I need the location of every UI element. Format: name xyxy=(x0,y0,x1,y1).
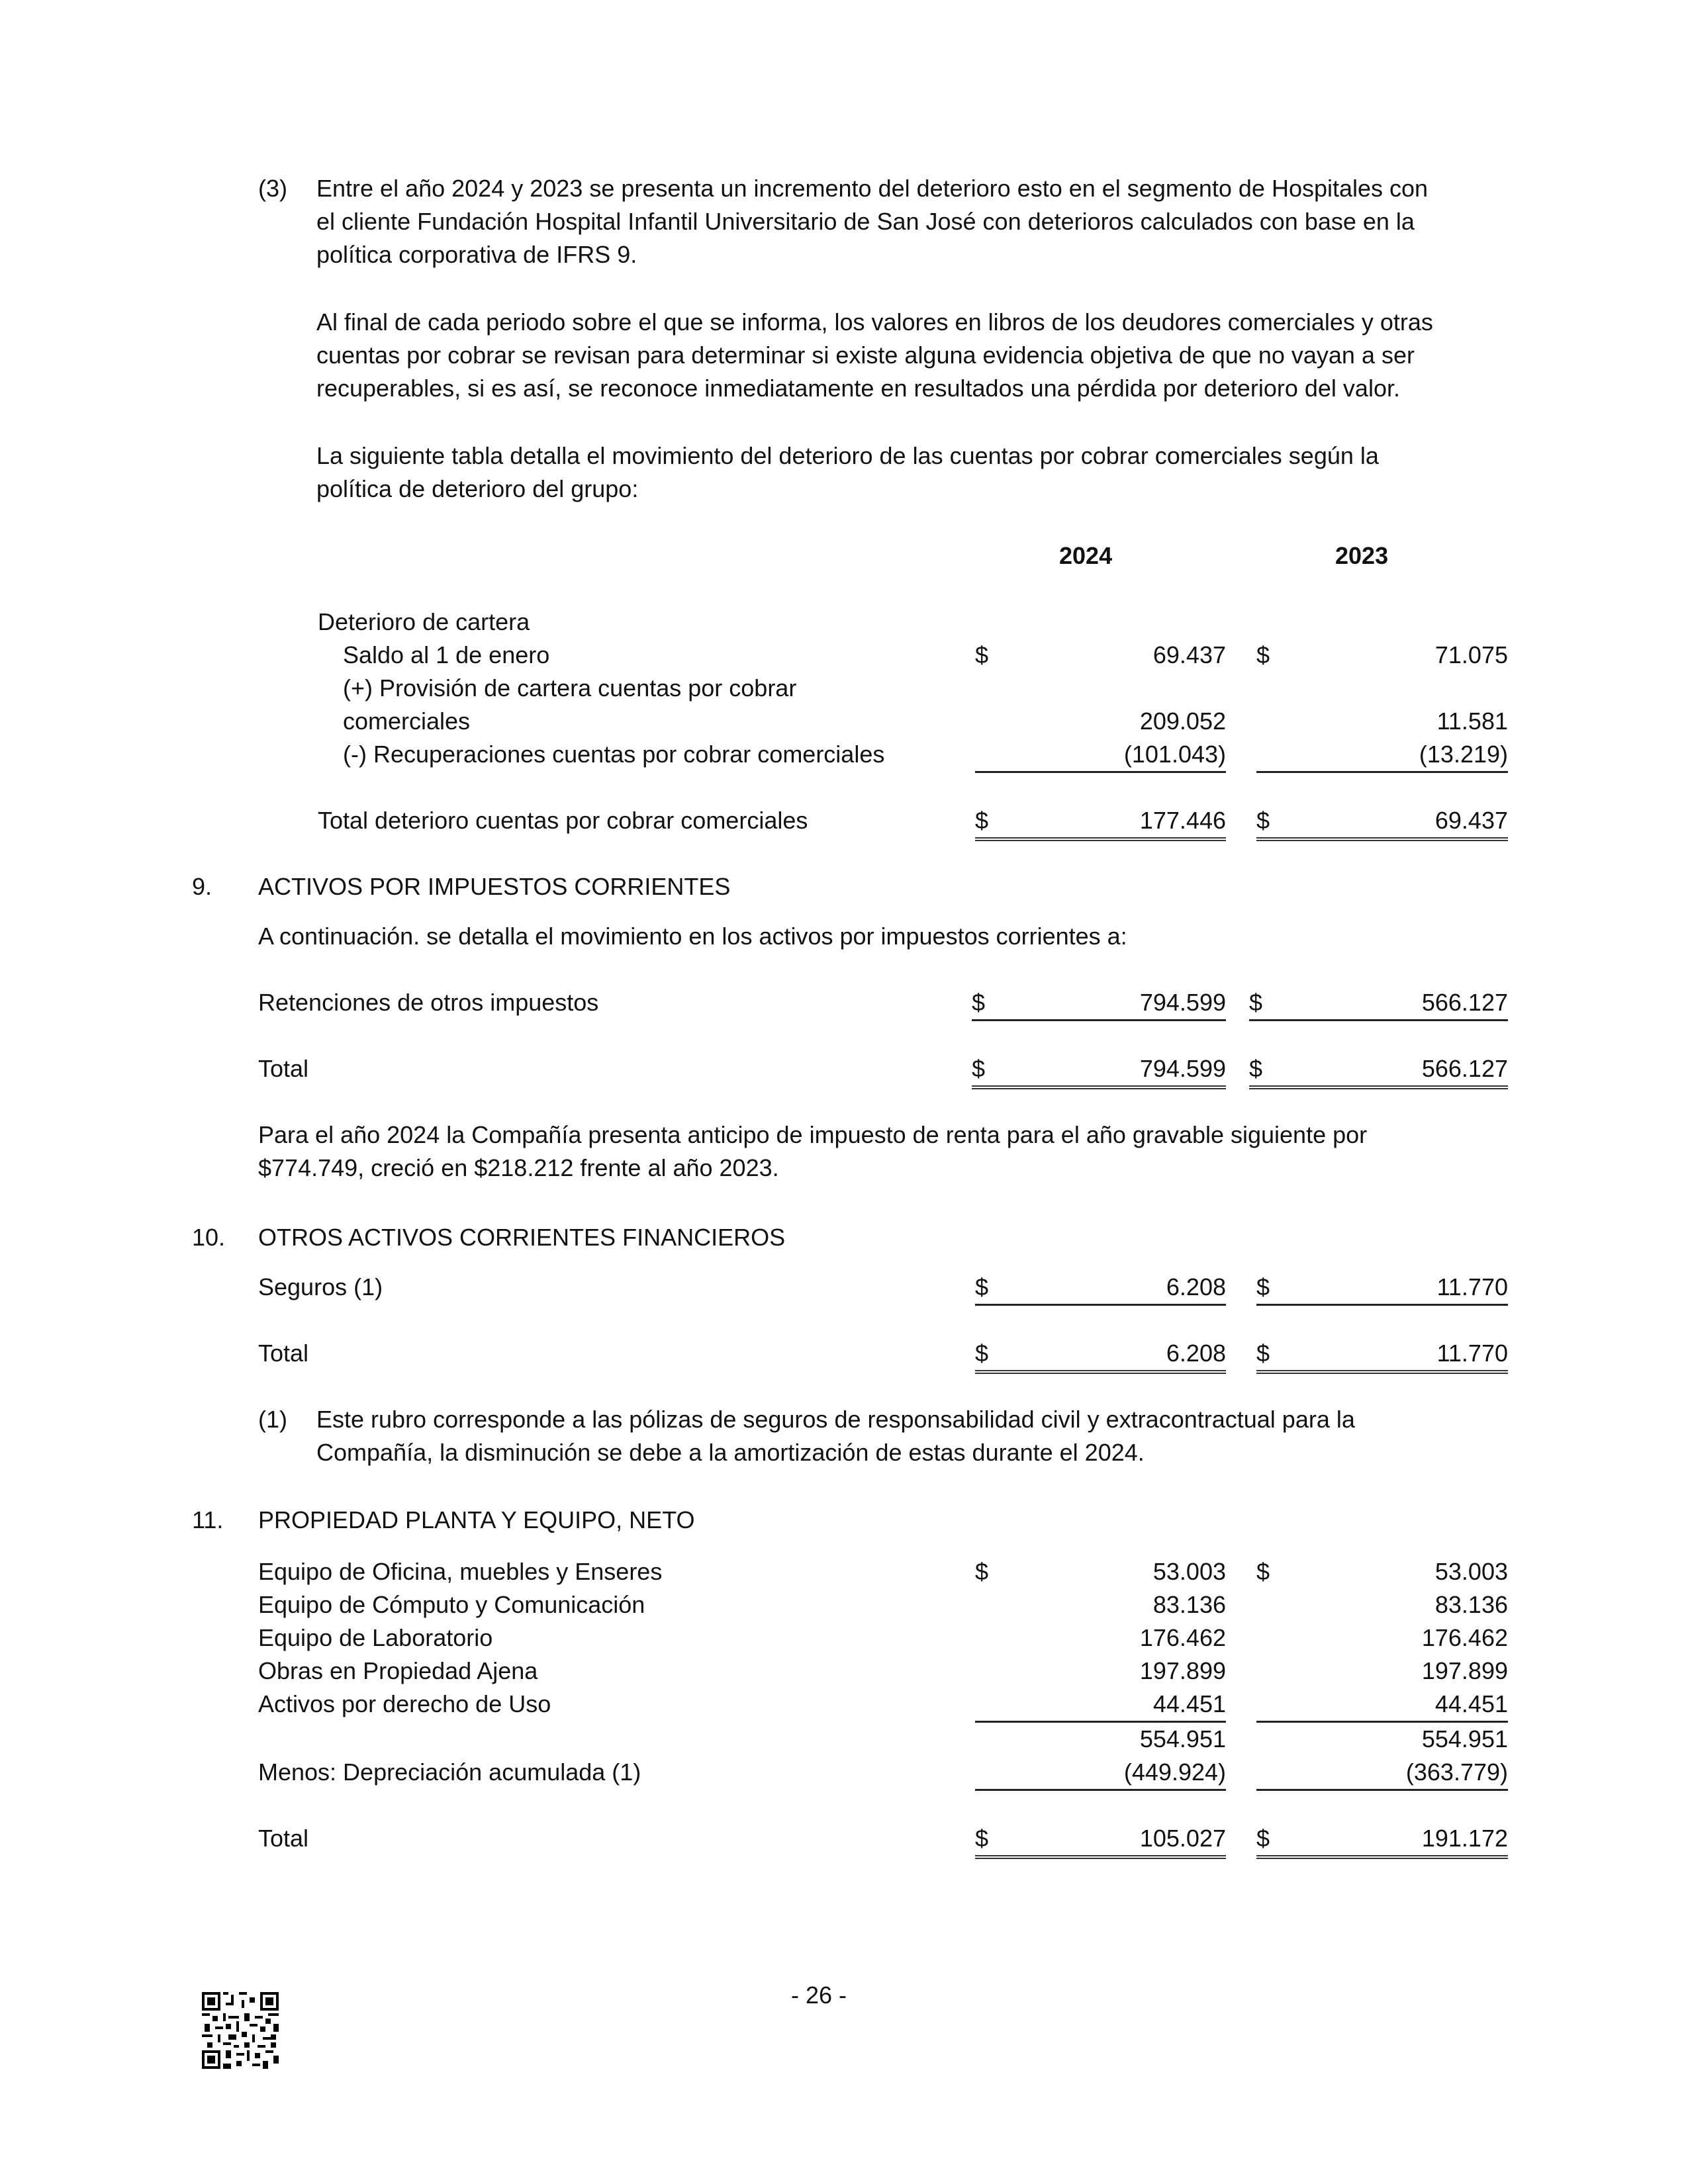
text-line: política corporativa de IFRS 9. xyxy=(316,241,637,268)
amount-value: 197.899 xyxy=(1139,1657,1226,1684)
section-number: 11. xyxy=(192,1506,224,1533)
amount-cell xyxy=(1256,705,1508,738)
amount-value: (101.043) xyxy=(1123,741,1226,768)
row-label: Retenciones de otros impuestos xyxy=(258,989,599,1016)
total-cell xyxy=(1256,804,1508,841)
page-number: - 26 - xyxy=(791,1981,847,2009)
row-label: Equipo de Oficina, muebles y Enseres xyxy=(258,1558,663,1585)
amount-value: 794.599 xyxy=(1139,989,1226,1016)
year-header-2023: 2023 xyxy=(1335,542,1389,569)
amount-cell xyxy=(1256,738,1508,773)
amount-value: 209.052 xyxy=(1139,707,1226,735)
amount-value: 44.451 xyxy=(1434,1690,1508,1717)
currency-symbol: $ xyxy=(975,1273,989,1300)
currency-symbol: $ xyxy=(1249,1055,1263,1082)
text-line: cuentas por cobrar se revisan para determinar si existe alguna evidencia objetiva de que no vayan a ser xyxy=(316,341,1415,369)
amount-value: 6.208 xyxy=(1166,1340,1226,1367)
amount-value: 794.599 xyxy=(1139,1055,1226,1082)
amount-value: 6.208 xyxy=(1166,1273,1226,1300)
amount-value: 53.003 xyxy=(1434,1558,1508,1585)
amount-cell xyxy=(1256,1271,1508,1306)
amount-value: (13.219) xyxy=(1419,741,1508,768)
amount-value: 11.581 xyxy=(1436,707,1508,735)
text-line: Entre el año 2024 y 2023 se presenta un incremento del deterioro esto en el segmento de Hospitales con xyxy=(316,175,1429,202)
row-label-continued: comerciales xyxy=(343,707,471,735)
amount-cell xyxy=(975,1655,1226,1688)
amount-cell xyxy=(1256,639,1508,672)
section-title: ACTIVOS POR IMPUESTOS CORRIENTES xyxy=(258,873,731,900)
currency-symbol: $ xyxy=(975,1340,989,1367)
total-cell xyxy=(1256,1337,1508,1374)
currency-symbol: $ xyxy=(975,1825,989,1852)
currency-symbol: $ xyxy=(972,1055,986,1082)
row-label: Activos por derecho de Uso xyxy=(258,1690,551,1717)
amount-value: 177.446 xyxy=(1139,807,1226,834)
amount-cell xyxy=(1256,1756,1508,1791)
impairment-review-paragraph xyxy=(316,306,1433,405)
qr-code-icon xyxy=(202,1992,279,2069)
amount-value: 566.127 xyxy=(1421,989,1508,1016)
currency-symbol: $ xyxy=(1256,1558,1270,1585)
subtotal-cell xyxy=(975,1723,1226,1756)
row-label: Menos: Depreciación acumulada (1) xyxy=(258,1758,641,1786)
amount-value: (449.924) xyxy=(1123,1758,1226,1786)
text-line: $774.749, creció en $218.212 frente al año 2023. xyxy=(258,1154,779,1181)
amount-cell xyxy=(975,738,1226,773)
amount-value: 83.136 xyxy=(1434,1591,1508,1618)
row-label: Seguros (1) xyxy=(258,1273,383,1300)
amount-value: 69.437 xyxy=(1152,641,1226,668)
text-line: Al final de cada periodo sobre el que se informa, los valores en libros de los deudores comerciales y otras xyxy=(316,308,1433,336)
text-line: La siguiente tabla detalla el movimiento del deterioro de las cuentas por cobrar comerciales según la xyxy=(316,442,1379,469)
text-line: política de deterioro del grupo: xyxy=(316,475,639,502)
amount-cell xyxy=(1256,1655,1508,1688)
amount-cell xyxy=(1249,986,1508,1021)
currency-symbol: $ xyxy=(1256,1340,1270,1367)
note-3-paragraph xyxy=(316,172,1428,271)
text-line: Para el año 2024 la Compañía presenta anticipo de impuesto de renta para el año gravable siguiente por xyxy=(258,1121,1368,1148)
amount-value: 71.075 xyxy=(1434,641,1508,668)
amount-value: 191.172 xyxy=(1421,1825,1508,1852)
currency-symbol: $ xyxy=(975,807,989,834)
amount-value: 554.951 xyxy=(1421,1725,1508,1752)
amount-value: 53.003 xyxy=(1152,1558,1226,1585)
section-number: 9. xyxy=(192,873,212,900)
currency-symbol: $ xyxy=(1256,1273,1270,1300)
amount-value: 105.027 xyxy=(1139,1825,1226,1852)
amount-value: 176.462 xyxy=(1139,1624,1226,1651)
footnote-marker: (1) xyxy=(258,1406,287,1433)
section-title: PROPIEDAD PLANTA Y EQUIPO, NETO xyxy=(258,1506,695,1533)
section-title: OTROS ACTIVOS CORRIENTES FINANCIEROS xyxy=(258,1224,786,1251)
amount-cell xyxy=(975,1621,1226,1655)
amount-cell xyxy=(972,986,1226,1021)
row-label: (-) Recuperaciones cuentas por cobrar comerciales xyxy=(343,741,885,768)
currency-symbol: $ xyxy=(1256,1825,1270,1852)
total-label: Total xyxy=(258,1340,309,1367)
total-label: Total xyxy=(258,1055,309,1082)
total-cell xyxy=(972,1052,1226,1089)
subtotal-cell xyxy=(1256,1723,1508,1756)
year-header-2024: 2024 xyxy=(1059,542,1113,569)
text-line: Este rubro corresponde a las pólizas de seguros de responsabilidad civil y extracontractual para la xyxy=(316,1406,1355,1433)
amount-cell xyxy=(1256,1555,1508,1588)
row-label: Equipo de Laboratorio xyxy=(258,1624,493,1651)
amount-cell xyxy=(1256,1588,1508,1621)
section-intro: A continuación. se detalla el movimiento en los activos por impuestos corrientes a: xyxy=(258,923,1127,950)
section9-note xyxy=(258,1118,1367,1185)
amount-cell xyxy=(975,1555,1226,1588)
total-cell xyxy=(975,1337,1226,1374)
amount-cell xyxy=(975,639,1226,672)
amount-cell xyxy=(975,705,1226,738)
row-label: Saldo al 1 de enero xyxy=(343,641,550,668)
currency-symbol: $ xyxy=(975,641,989,668)
amount-cell xyxy=(975,1756,1226,1791)
amount-value: 176.462 xyxy=(1421,1624,1508,1651)
total-label: Total xyxy=(258,1825,309,1852)
amount-cell xyxy=(975,1588,1226,1621)
table-intro-paragraph xyxy=(316,439,1379,506)
currency-symbol: $ xyxy=(1256,641,1270,668)
amount-value: 554.951 xyxy=(1139,1725,1226,1752)
text-line: Compañía, la disminución se debe a la amortización de estas durante el 2024. xyxy=(316,1439,1145,1466)
currency-symbol: $ xyxy=(1256,807,1270,834)
row-label: Obras en Propiedad Ajena xyxy=(258,1657,538,1684)
amount-cell xyxy=(1256,1688,1508,1723)
amount-cell xyxy=(975,1688,1226,1723)
total-cell xyxy=(1249,1052,1508,1089)
currency-symbol: $ xyxy=(1249,989,1263,1016)
row-label: (+) Provisión de cartera cuentas por cobrar xyxy=(343,674,797,702)
section-number: 10. xyxy=(192,1224,226,1251)
text-line: el cliente Fundación Hospital Infantil Universitario de San José con deterioros calculados con base en la xyxy=(316,208,1415,235)
currency-symbol: $ xyxy=(972,989,986,1016)
amount-value: 566.127 xyxy=(1421,1055,1508,1082)
amount-cell xyxy=(975,1271,1226,1306)
amount-value: 44.451 xyxy=(1152,1690,1226,1717)
amount-value: 83.136 xyxy=(1152,1591,1226,1618)
text-line: recuperables, si es así, se reconoce inmediatamente en resultados una pérdida por deterioro del valor. xyxy=(316,375,1400,402)
total-label: Total deterioro cuentas por cobrar comerciales xyxy=(318,807,808,834)
total-cell xyxy=(975,804,1226,841)
amount-value: 197.899 xyxy=(1421,1657,1508,1684)
amount-value: 11.770 xyxy=(1436,1273,1508,1300)
currency-symbol: $ xyxy=(975,1558,989,1585)
amount-value: (363.779) xyxy=(1405,1758,1508,1786)
note-3-marker: (3) xyxy=(258,175,287,202)
total-cell xyxy=(975,1822,1226,1859)
amount-cell xyxy=(1256,1621,1508,1655)
row-label: Equipo de Cómputo y Comunicación xyxy=(258,1591,645,1618)
total-cell xyxy=(1256,1822,1508,1859)
amount-value: 69.437 xyxy=(1434,807,1508,834)
deterioro-header: Deterioro de cartera xyxy=(318,608,530,635)
section10-footnote xyxy=(316,1403,1355,1469)
amount-value: 11.770 xyxy=(1436,1340,1508,1367)
